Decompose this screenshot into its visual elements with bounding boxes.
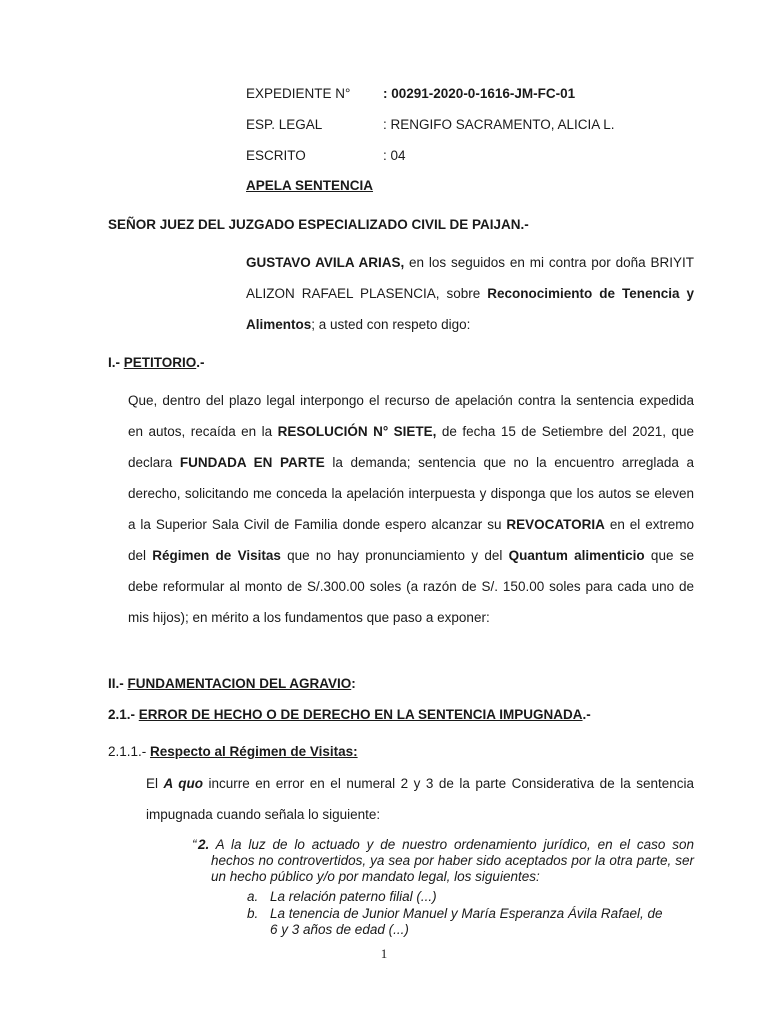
expediente-value: : 00291-2020-0-1616-JM-FC-01 [383,86,576,101]
section-1-prefix: I.- [108,355,124,370]
aquo-paragraph [146,768,694,830]
list-letter: b. [247,906,259,921]
section-fundamentacion-heading [108,676,356,691]
list-text-line-2: 6 y 3 años de edad (...) [270,922,409,937]
section-211-prefix: 2.1.1.- [108,744,151,759]
petitorio-quantum: Quantum alimenticio [508,548,645,563]
aquo-term: A quo [163,776,204,791]
petitorio-text-4: en el extremo del [128,517,694,563]
intro-text-1: en los seguidos en mi contra por doña BRIYIT ALIZON RAFAEL PLASENCIA, sobre [246,255,694,301]
addressee: SEÑOR JUEZ DEL JUZGADO ESPECIALIZADO CIVIL DE PAIJAN.- [108,217,529,232]
petitorio-revocatoria: REVOCATORIA [506,517,605,532]
list-text: La relación paterno filial (...) [270,889,437,904]
intro-text-2: ; a usted con respeto digo: [311,317,471,332]
aquo-text-2: incurre en error en el numeral 2 y 3 de la parte Considerativa de la sentencia impugnada cuando señala lo siguiente: [146,776,694,822]
expediente-label: EXPEDIENTE N° [246,86,351,101]
section-2-suffix: : [351,676,356,691]
section-21-title: ERROR DE HECHO O DE DERECHO EN LA SENTENCIA IMPUGNADA [138,707,583,722]
page-number: 1 [380,946,388,961]
petitorio-resolucion: RESOLUCIÓN N° SIETE, [277,424,437,439]
section-regimen-heading [108,744,358,759]
section-211-title: Respecto al Régimen de Visitas: [150,744,358,759]
quote-paragraph [198,837,694,885]
list-text-line-1: La tenencia de Junior Manuel y María Esperanza Ávila Rafael, de [270,906,663,921]
section-petitorio-heading [108,355,205,370]
escrito-label: ESCRITO [246,148,306,163]
petitorio-text-2: de fecha 15 de Setiembre del 2021, que declara [128,424,694,470]
esp-legal-label: ESP. LEGAL [246,117,323,132]
section-2-prefix: II.- [108,676,128,691]
section-21-prefix: 2.1.- [108,707,139,722]
section-1-suffix: .- [196,355,205,370]
section-2-title: FUNDAMENTACION DEL AGRAVIO [127,676,352,691]
quote-open-mark: “ [192,837,197,852]
section-21-suffix: .- [582,707,591,722]
petitorio-paragraph [128,385,694,633]
intro-subject: Reconocimiento de Tenencia y Alimentos [246,286,694,332]
list-item [247,906,694,938]
list-letter: a. [247,889,259,904]
petitorio-text-5: que no hay pronunciamiento y del [280,548,509,563]
esp-legal-value: : RENGIFO SACRAMENTO, ALICIA L. [383,117,615,132]
aquo-text-1: El [146,776,164,791]
quote-text: A la luz de lo actuado y de nuestro ordenamiento jurídico, en el caso son hechos no controvertidos, ya sea por haber sido aceptados por la otra parte, ser un hecho público y/o por mandato legal, los siguientes: [209,837,694,884]
petitorio-text-6: que se debe reformular al monto de S/.300.00 soles (a razón de S/. 150.00 soles para cada uno de mis hijos); en mérito a los fundamentos que paso a exponer: [128,548,694,625]
section-1-title: PETITORIO [123,355,197,370]
list-item [247,889,694,905]
appellant-name: GUSTAVO AVILA ARIAS, [246,255,405,270]
petitorio-text-1: Que, dentro del plazo legal interpongo el recurso de apelación contra la sentencia expedida en autos, recaída en la [128,393,694,439]
section-error-heading [108,707,591,722]
intro-paragraph [246,247,694,340]
escrito-value: : 04 [383,148,406,163]
petitorio-fundada: FUNDADA EN PARTE [179,455,325,470]
quote-number: 2. [198,837,210,852]
document-title: APELA SENTENCIA [246,178,374,193]
petitorio-text-3: la demanda; sentencia que no la encuentro arreglada a derecho, solicitando me conceda la apelación interpuesta y disponga que los autos se eleven a la Superior Sala Civil de Familia donde espero alcanzar su [128,455,694,532]
petitorio-regimen: Régimen de Visitas [152,548,281,563]
